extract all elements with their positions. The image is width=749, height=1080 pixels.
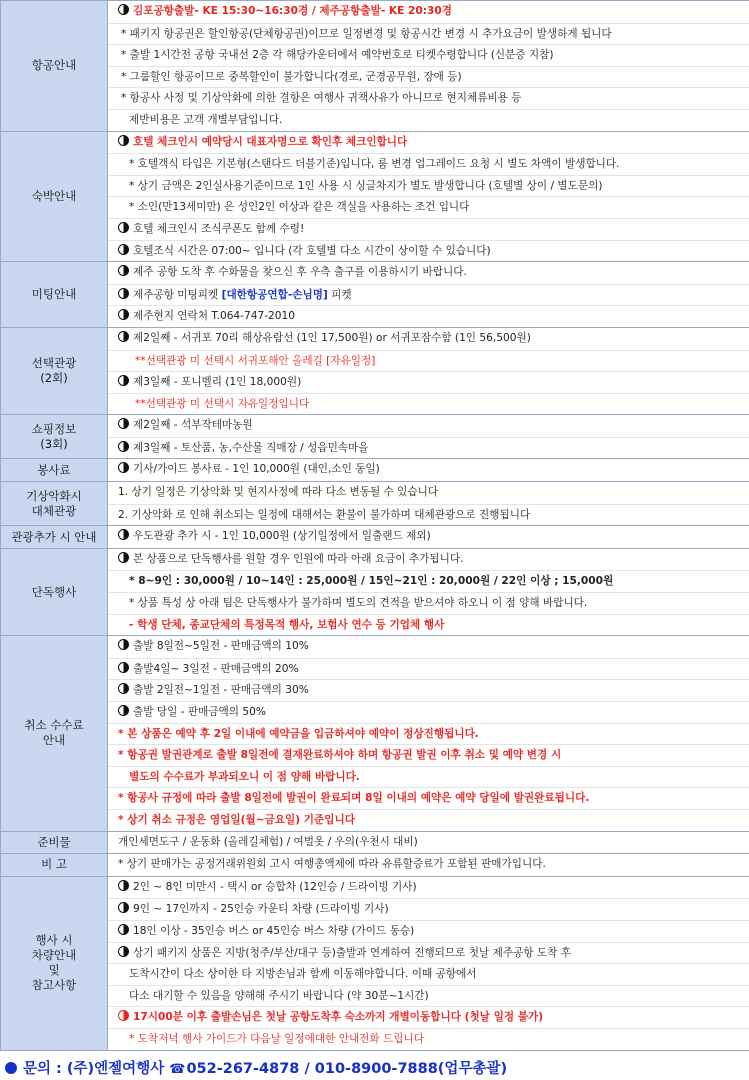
section-label-cell bbox=[1, 526, 108, 549]
info-line bbox=[108, 23, 749, 45]
info-line bbox=[108, 920, 749, 942]
section-label: 단독행사 bbox=[31, 584, 77, 599]
info-text: 개인세면도구 / 운동화 (올레길체험) / 여벌옷 / 우의(우천시 대비) bbox=[118, 835, 418, 848]
section-label-cell bbox=[1, 131, 108, 262]
info-text: 호텔 체크인시 조식쿠폰도 함께 수령! bbox=[133, 222, 305, 235]
info-line bbox=[108, 482, 749, 504]
info-text: * 본 상품은 예약 후 2일 이내에 예약금을 입금하셔야 예약이 정상진행됩니다. bbox=[118, 727, 479, 740]
section-row bbox=[1, 854, 749, 877]
section-row bbox=[1, 415, 749, 459]
info-line bbox=[108, 350, 749, 372]
info-line bbox=[108, 196, 749, 218]
info-line bbox=[108, 371, 749, 393]
section-content bbox=[108, 262, 749, 328]
info-line bbox=[108, 132, 749, 154]
info-line bbox=[108, 109, 749, 131]
half-circle-bullet-icon bbox=[118, 265, 129, 276]
section-label: 비 고 bbox=[41, 857, 67, 872]
info-text: * 출발 1시간전 공항 국내선 2층 각 해당카운터에서 예약번호로 티켓수령합니다 (신분증 지참) bbox=[121, 49, 554, 62]
info-text: 호텔조식 시간은 07:00~ 입니다 (각 호텔별 다소 시간이 상이할 수 있습니다) bbox=[133, 244, 491, 257]
section-label: 봉사료 bbox=[37, 462, 71, 477]
info-line bbox=[108, 636, 749, 658]
info-text: 제3일째 - 토산품, 농,수산물 직매장 / 성읍민속마을 bbox=[133, 441, 369, 454]
info-line bbox=[108, 809, 749, 831]
section-label: 미팅안내 bbox=[31, 287, 77, 302]
contact-footer bbox=[0, 1058, 749, 1080]
info-text: 2인 ~ 8인 미만시 - 택시 or 승합차 (12인승 / 드라이빙 기사) bbox=[133, 880, 417, 893]
info-text: 호텔 체크인시 예약당시 대표자명으로 확인후 체크인합니다 bbox=[133, 135, 408, 148]
info-line bbox=[108, 592, 749, 614]
section-content bbox=[108, 831, 749, 854]
info-line bbox=[108, 877, 749, 899]
info-text: 제주공항 미팅피켓 bbox=[133, 288, 222, 301]
half-circle-bullet-icon bbox=[118, 244, 129, 255]
section-content bbox=[108, 1, 749, 132]
section-label-cell bbox=[1, 876, 108, 1050]
section-label-cell bbox=[1, 854, 108, 877]
info-text: * 패키지 항공권은 할인항공(단체항공권)이므로 일정변경 및 항공시간 변경 시 추가요금이 발생하게 됩니다 bbox=[121, 27, 612, 40]
info-line bbox=[108, 898, 749, 920]
info-text: * 항공권 발권관계로 출발 8일전에 결재완료하셔야 하며 항공권 발권 이후 취소 및 예약 변경 시 bbox=[118, 749, 562, 762]
contact-numbers: 052-267-4878 / 010-8900-7888(업무총괄) bbox=[186, 1061, 508, 1077]
info-text: * 호텔객식 타입은 기본형(스탠다드 더블기준)입니다, 룸 변경 업그레이드 요청 시 별도 차액이 발생합니다. bbox=[129, 158, 620, 171]
half-circle-bullet-icon bbox=[118, 222, 129, 233]
section-content bbox=[108, 415, 749, 459]
info-text: 제3일째 - 포니벨리 (1인 18,000원) bbox=[133, 376, 302, 389]
info-line bbox=[108, 963, 749, 985]
info-text: 출발 8일전~5일전 - 판매금액의 10% bbox=[133, 640, 309, 653]
section-label-cell bbox=[1, 262, 108, 328]
half-circle-bullet-icon bbox=[118, 880, 129, 891]
half-circle-bullet-icon bbox=[118, 705, 129, 716]
info-text: * 8~9인 : 30,000원 / 10~14인 : 25,000원 / 15인~21인 : 20,000원 / 22인 이상 ; 15,000원 bbox=[129, 575, 614, 588]
section-row bbox=[1, 1, 749, 132]
info-line bbox=[108, 1028, 749, 1050]
info-line bbox=[108, 44, 749, 66]
half-circle-bullet-icon bbox=[118, 309, 129, 320]
info-line bbox=[108, 744, 749, 766]
info-text: - 학생 단체, 종교단체의 특정목적 행사, 보험사 연수 등 기업체 행사 bbox=[129, 618, 445, 631]
section-content bbox=[108, 526, 749, 549]
half-circle-bullet-icon bbox=[118, 946, 129, 957]
section-label: 준비물 bbox=[37, 834, 71, 849]
info-text: **선택관광 미 선택시 서귀포해안 올레길 [자유일정] bbox=[135, 354, 376, 367]
info-line bbox=[108, 1, 749, 23]
info-text: 상기 패키지 상품은 지방(청주/부산/대구 등)출발과 연계하여 진행되므로 첫날 제주공항 도착 후 bbox=[133, 946, 571, 959]
info-line bbox=[108, 393, 749, 415]
info-line bbox=[108, 459, 749, 481]
section-row bbox=[1, 636, 749, 831]
bullet-dot-icon bbox=[5, 1062, 17, 1074]
half-circle-bullet-icon bbox=[118, 924, 129, 935]
info-line bbox=[108, 942, 749, 964]
info-text: 김포공항출발- KE 15:30~16:30경 / 제주공항출발- KE 20:30경 bbox=[133, 5, 452, 17]
info-line bbox=[108, 701, 749, 723]
half-circle-bullet-icon bbox=[118, 462, 129, 473]
info-line bbox=[108, 723, 749, 745]
info-line bbox=[108, 658, 749, 680]
section-label-cell bbox=[1, 327, 108, 414]
info-text: 9인 ~ 17인까지 - 25인승 카운티 차량 (드라이빙 기사) bbox=[133, 903, 389, 916]
info-text: 출발 2일전~1일전 - 판매금액의 30% bbox=[133, 684, 309, 697]
info-line bbox=[108, 570, 749, 592]
info-line bbox=[108, 305, 749, 327]
section-label: 숙박안내 bbox=[31, 188, 77, 203]
section-content bbox=[108, 876, 749, 1050]
half-circle-bullet-icon bbox=[118, 4, 129, 15]
info-text: 출발 당일 - 판매금액의 50% bbox=[133, 706, 266, 718]
info-line bbox=[108, 218, 749, 240]
info-text: 제주현지 연락처 T.064-747-2010 bbox=[133, 310, 295, 323]
half-circle-bullet-icon bbox=[118, 288, 129, 299]
info-text: * 도착저녁 행사 가이드가 다음날 일정에대한 안내전화 드립니다 bbox=[129, 1032, 424, 1045]
section-label: 관광추가 시 안내 bbox=[11, 529, 97, 544]
info-text: 출발4일~ 3일전 - 판매금액의 20% bbox=[133, 662, 299, 675]
info-text: 17시00분 이후 출발손님은 첫날 공항도착후 숙소까지 개별이동합니다 (첫날 일정 불가) bbox=[133, 1011, 544, 1024]
info-line bbox=[108, 766, 749, 788]
info-text: 도착시간이 다소 상이한 타 지방손님과 함께 이동해야합니다. 이때 공항에서 bbox=[129, 968, 477, 981]
half-circle-bullet-icon bbox=[118, 441, 129, 452]
info-text: * 항공사 규정에 따라 출발 8일전에 발권이 완료되며 8일 이내의 예약은 예약 당일에 발권완료됩니다. bbox=[118, 792, 590, 805]
half-circle-bullet-icon bbox=[118, 135, 129, 146]
section-row bbox=[1, 548, 749, 635]
info-line bbox=[108, 284, 749, 306]
info-text: * 상기 취소 규정은 영업일(월~금요일) 기준입니다 bbox=[118, 813, 355, 826]
info-text: 18인 이상 - 35인승 버스 or 45인승 버스 차량 (가이드 동승) bbox=[133, 924, 415, 937]
info-text: 제2일째 - 석부작테마농원 bbox=[133, 419, 253, 432]
section-label-cell bbox=[1, 831, 108, 854]
info-text: 우도관광 추가 시 - 1인 10,000원 (상기일정에서 일출랜드 제외) bbox=[133, 530, 431, 543]
highlight-text: [대한항공연합-손님명] bbox=[221, 288, 328, 301]
section-content bbox=[108, 636, 749, 831]
info-text: 1. 상기 일정은 기상악화 및 현지사정에 따라 다소 변동될 수 있습니다 bbox=[118, 486, 439, 499]
section-row bbox=[1, 262, 749, 328]
section-label: 행사 시 차량안내 및 참고사항 bbox=[31, 933, 77, 993]
section-row bbox=[1, 131, 749, 262]
info-line bbox=[108, 240, 749, 262]
info-text: 제반비용은 고객 개별부담입니다. bbox=[129, 113, 283, 126]
info-text: * 상기 금액은 2인실사용기준이므로 1인 사용 시 싱글차지가 별도 발생합니다 (호텔별 상이 / 별도문의) bbox=[129, 179, 603, 192]
info-text: 기사/가이드 봉사료 - 1인 10,000원 (대인,소인 동일) bbox=[133, 463, 380, 476]
section-label-cell bbox=[1, 1, 108, 132]
info-text-suffix: 피켓 bbox=[327, 288, 352, 301]
section-content bbox=[108, 482, 749, 526]
section-label-cell bbox=[1, 459, 108, 482]
info-text: * 소인(만13세미만) 은 성인2인 이상과 같은 객실을 사용하는 조건 입니다 bbox=[129, 201, 470, 214]
info-line bbox=[108, 437, 749, 459]
section-label: 쇼핑정보 (3회) bbox=[31, 421, 77, 451]
info-line bbox=[108, 175, 749, 197]
section-row bbox=[1, 482, 749, 526]
info-line bbox=[108, 614, 749, 636]
half-circle-bullet-icon bbox=[118, 683, 129, 694]
info-text: * 그룹할인 항공이므로 중복할인이 불가합니다(경로, 군경공무원, 장애 등) bbox=[121, 70, 462, 83]
section-content bbox=[108, 459, 749, 482]
info-text: 별도의 수수료가 부과되오니 이 점 양해 바랍니다. bbox=[129, 770, 360, 783]
section-row bbox=[1, 526, 749, 549]
info-line bbox=[108, 526, 749, 548]
section-label-cell bbox=[1, 548, 108, 635]
section-row bbox=[1, 831, 749, 854]
info-line bbox=[108, 66, 749, 88]
info-line bbox=[108, 832, 749, 854]
info-line bbox=[108, 87, 749, 109]
half-circle-bullet-icon bbox=[118, 902, 129, 913]
info-text: 다소 대기할 수 있음을 양해해 주시기 바랍니다 (약 30분~1시간) bbox=[129, 989, 429, 1002]
info-text: 본 상품으로 단독행사를 원할 경우 인원에 따라 아래 요금이 추가됩니다. bbox=[133, 552, 464, 565]
info-line bbox=[108, 262, 749, 284]
half-circle-bullet-icon bbox=[118, 375, 129, 386]
info-line bbox=[108, 679, 749, 701]
info-text: 제주 공항 도착 후 수화물을 찾으신 후 우측 출구를 이용하시기 바랍니다. bbox=[133, 266, 467, 279]
section-label: 항공안내 bbox=[31, 58, 77, 73]
section-label: 선택관광 (2회) bbox=[31, 356, 77, 386]
half-circle-bullet-icon bbox=[118, 331, 129, 342]
section-label: 기상악화시 대체관광 bbox=[26, 488, 82, 518]
contact-prefix: 문의 : (주)엔젤여행사 bbox=[23, 1061, 170, 1077]
half-circle-bullet-icon bbox=[118, 529, 129, 540]
section-content bbox=[108, 327, 749, 414]
section-content bbox=[108, 854, 749, 877]
phone-icon: ☎ bbox=[169, 1062, 186, 1077]
info-text: * 상기 판매가는 공정거래위원회 고시 여행총액제에 따라 유류할증료가 포함된 판매가입니다. bbox=[118, 858, 546, 871]
info-line bbox=[108, 854, 749, 876]
half-circle-bullet-icon bbox=[118, 639, 129, 650]
info-text: 2. 기상악화 로 인해 취소되는 일정에 대해서는 환불이 불가하며 대체관광으로 진행됩니다 bbox=[118, 508, 531, 521]
half-circle-bullet-icon bbox=[118, 662, 129, 673]
section-label-cell bbox=[1, 482, 108, 526]
info-line bbox=[108, 153, 749, 175]
info-text: **선택관광 미 선택시 자유일정입니다 bbox=[135, 397, 310, 410]
info-text: 제2일째 - 서귀포 70리 해상유람선 (1인 17,500원) or 서귀포잠수함 (1인 56,500원) bbox=[133, 331, 531, 344]
info-line bbox=[108, 415, 749, 437]
half-circle-bullet-icon bbox=[118, 418, 129, 429]
info-text: * 상품 특성 상 아래 팀은 단독행사가 불가하며 별도의 견적을 받으셔야 하오니 이 점 양해 바랍니다. bbox=[129, 597, 588, 610]
info-line bbox=[108, 328, 749, 350]
section-label-cell bbox=[1, 636, 108, 831]
info-line bbox=[108, 1006, 749, 1028]
section-label: 취소 수수료 안내 bbox=[24, 718, 84, 748]
half-circle-bullet-icon bbox=[118, 1010, 129, 1021]
info-line bbox=[108, 504, 749, 526]
section-content bbox=[108, 131, 749, 262]
info-text: * 항공사 사정 및 기상악화에 의한 결항은 여행사 귀책사유가 아니므로 현지체류비용 등 bbox=[121, 92, 522, 105]
section-row bbox=[1, 327, 749, 414]
section-label-cell bbox=[1, 415, 108, 459]
section-row bbox=[1, 459, 749, 482]
section-content bbox=[108, 548, 749, 635]
section-row bbox=[1, 876, 749, 1050]
half-circle-bullet-icon bbox=[118, 552, 129, 563]
info-line bbox=[108, 787, 749, 809]
info-line bbox=[108, 985, 749, 1007]
info-line bbox=[108, 549, 749, 571]
